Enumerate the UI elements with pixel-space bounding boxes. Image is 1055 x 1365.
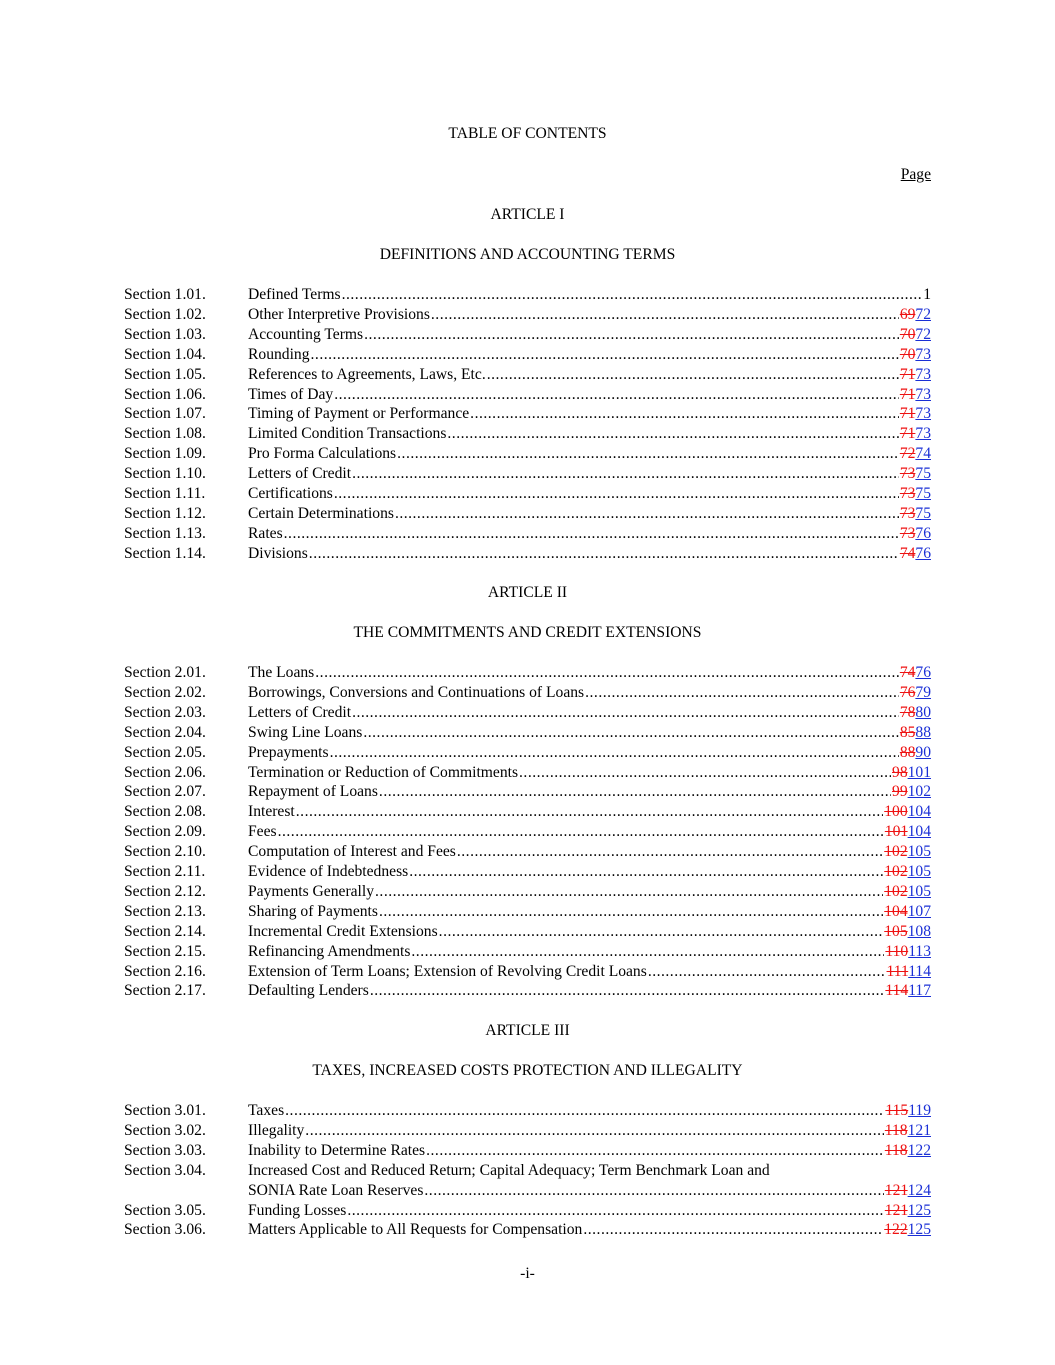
toc-entry[interactable] — [248, 365, 931, 385]
toc-entry[interactable] — [248, 345, 931, 365]
toc-entry[interactable] — [248, 484, 931, 504]
toc-entry[interactable] — [248, 663, 931, 683]
page-number-deleted: 104 — [884, 902, 908, 920]
toc-entry[interactable] — [248, 444, 931, 464]
article-heading: ARTICLE II — [487, 584, 568, 601]
toc-entry[interactable] — [248, 464, 931, 484]
page-number-deleted: 70 — [899, 345, 916, 363]
toc-entry[interactable] — [248, 942, 931, 962]
page-footer: -i- — [520, 1265, 535, 1282]
page-number-deleted: 111 — [886, 962, 909, 980]
section-title[interactable]: Matters Applicable to All Requests for Compensation — [248, 1221, 583, 1239]
section-number: Section 1.05. — [124, 365, 206, 383]
section-title[interactable]: Funding Losses — [248, 1201, 347, 1219]
section-title[interactable]: Certain Determinations — [248, 504, 394, 522]
dot-leader — [379, 782, 891, 802]
page-number-inserted[interactable]: 102 — [907, 783, 931, 801]
article-subtitle: DEFINITIONS AND ACCOUNTING TERMS — [379, 246, 676, 263]
page-number-inserted[interactable]: 122 — [907, 1141, 931, 1159]
page-number[interactable] — [900, 663, 931, 683]
section-number: Section 1.12. — [124, 504, 206, 522]
dot-leader — [424, 1181, 883, 1201]
dot-leader — [296, 802, 883, 822]
page-number-deleted: 122 — [884, 1221, 908, 1239]
dot-leader — [334, 484, 899, 504]
toc-entry[interactable] — [248, 1121, 931, 1141]
page-number[interactable] — [884, 882, 931, 902]
toc-entry[interactable] — [248, 902, 931, 922]
page-number-deleted: 118 — [884, 1141, 908, 1159]
page-number[interactable] — [900, 404, 931, 424]
section-title[interactable]: Other Interpretive Provisions — [248, 305, 430, 323]
page-number-inserted[interactable]: 80 — [915, 703, 931, 721]
section-number: Section 1.06. — [124, 385, 206, 403]
dot-leader — [347, 1201, 883, 1221]
section-title[interactable]: Accounting Terms — [248, 325, 364, 343]
page-number[interactable] — [884, 1220, 931, 1240]
page-number[interactable] — [885, 942, 931, 962]
page-number-deleted: 114 — [885, 982, 909, 1000]
dot-leader — [311, 345, 899, 365]
toc-entry[interactable] — [248, 981, 931, 1001]
toc-entry[interactable] — [248, 802, 931, 822]
page-number-deleted: 101 — [884, 823, 908, 841]
section-title[interactable]: Illegality — [248, 1121, 305, 1139]
section-title[interactable]: Interest — [248, 803, 295, 821]
dot-leader — [470, 404, 899, 424]
section-title[interactable]: Computation of Interest and Fees — [248, 843, 456, 861]
section-title[interactable]: SONIA Rate Loan Reserves — [248, 1181, 424, 1199]
dot-leader — [457, 842, 883, 862]
page-number-inserted[interactable]: 73 — [915, 365, 931, 383]
dot-leader — [439, 922, 884, 942]
page-number-inserted[interactable]: 108 — [907, 922, 931, 940]
page-number-deleted: 70 — [899, 325, 916, 343]
page-number-deleted: 71 — [899, 365, 916, 383]
section-title[interactable]: Sharing of Payments — [248, 902, 378, 920]
page-number[interactable] — [884, 842, 931, 862]
section-title[interactable]: Certifications — [248, 485, 333, 502]
section-number: Section 1.10. — [124, 465, 206, 483]
toc-entry[interactable] — [248, 424, 931, 444]
page-number[interactable] — [900, 305, 931, 325]
page-number[interactable] — [885, 1101, 931, 1121]
section-title[interactable]: References to Agreements, Laws, Etc. — [248, 365, 486, 383]
article-heading: ARTICLE III — [485, 1022, 570, 1039]
dot-leader — [309, 544, 899, 564]
section-title[interactable]: Times of Day — [248, 385, 334, 403]
toc-entry[interactable] — [248, 385, 931, 405]
page-number[interactable] — [887, 962, 931, 982]
dot-leader — [352, 464, 899, 484]
toc-entry[interactable] — [248, 683, 931, 703]
section-title[interactable]: Payments Generally — [248, 882, 375, 900]
page-number-deleted: 102 — [884, 882, 908, 900]
section-number: Section 2.09. — [124, 823, 206, 841]
page-number[interactable] — [900, 325, 931, 345]
section-number: Section 1.07. — [124, 405, 206, 423]
dot-leader — [409, 862, 883, 882]
section-number: Section 1.08. — [124, 425, 206, 443]
toc-entry[interactable] — [248, 782, 931, 802]
page-number-inserted[interactable]: 125 — [907, 1221, 931, 1239]
page-number-inserted[interactable]: 105 — [907, 863, 931, 880]
page-number[interactable] — [885, 1201, 931, 1221]
toc-entry[interactable] — [248, 305, 931, 325]
toc-entry[interactable] — [248, 962, 931, 982]
toc-entry[interactable] — [248, 325, 931, 345]
section-title[interactable]: Borrowings, Conversions and Continuations of Loans — [248, 683, 585, 701]
dot-leader — [284, 524, 899, 544]
page-number-deleted: 105 — [884, 922, 908, 940]
section-title[interactable]: Letters of Credit — [248, 465, 352, 483]
section-title[interactable]: Letters of Credit — [248, 703, 352, 721]
page-number-deleted: 71 — [899, 425, 916, 443]
toc-entry[interactable] — [248, 1141, 931, 1161]
page-number-inserted[interactable]: 73 — [915, 385, 931, 403]
page-number-inserted[interactable]: 119 — [908, 1102, 931, 1119]
section-title[interactable]: The Loans — [248, 664, 315, 681]
article-subtitle: THE COMMITMENTS AND CREDIT EXTENSIONS — [353, 624, 702, 641]
dot-leader — [395, 504, 899, 524]
dot-leader — [411, 942, 884, 962]
page-number[interactable] — [900, 345, 931, 365]
toc-entry[interactable] — [248, 882, 931, 902]
page-number[interactable] — [900, 723, 931, 743]
page-number-inserted[interactable]: 72 — [915, 325, 931, 343]
toc-entry[interactable] — [248, 285, 931, 305]
page-number-inserted[interactable]: 75 — [915, 465, 931, 483]
dot-leader — [330, 743, 899, 763]
dot-leader — [334, 385, 899, 405]
toc-entry[interactable] — [248, 1181, 931, 1201]
dot-leader — [447, 424, 898, 444]
page-number-inserted[interactable]: 113 — [908, 942, 931, 960]
page-number-inserted[interactable]: 72 — [915, 305, 931, 323]
dot-leader — [379, 902, 883, 922]
dot-leader — [375, 882, 883, 902]
section-number: Section 2.15. — [124, 942, 206, 960]
section-number: Section 3.04. — [124, 1161, 206, 1179]
page-number-deleted: 118 — [884, 1121, 908, 1139]
section-title[interactable]: Swing Line Loans — [248, 723, 363, 741]
section-title[interactable]: Defined Terms — [248, 286, 341, 303]
section-title[interactable]: Limited Condition Transactions — [248, 425, 447, 443]
section-title[interactable]: Inability to Determine Rates — [248, 1141, 426, 1159]
page-number[interactable] — [900, 524, 931, 544]
page-number[interactable] — [900, 544, 931, 564]
section-title[interactable]: Evidence of Indebtedness — [248, 863, 409, 880]
page-number-deleted: 102 — [884, 863, 908, 880]
section-number: Section 2.05. — [124, 743, 206, 761]
section-title[interactable]: Defaulting Lenders — [248, 982, 369, 1000]
page-number-inserted[interactable]: 105 — [907, 882, 931, 900]
page-number-deleted: 71 — [899, 385, 916, 403]
section-number: Section 3.05. — [124, 1201, 206, 1219]
page-number-deleted: 88 — [899, 743, 916, 761]
page-number[interactable] — [884, 862, 931, 882]
section-title[interactable]: Pro Forma Calculations — [248, 445, 397, 463]
page-number-inserted[interactable]: 107 — [907, 902, 931, 920]
dot-leader — [370, 981, 885, 1001]
section-number: Section 3.01. — [124, 1102, 206, 1119]
toc-entry[interactable] — [248, 922, 931, 942]
section-number: Section 3.03. — [124, 1141, 206, 1159]
dot-leader — [519, 763, 891, 783]
section-number: Section 1.04. — [124, 345, 206, 363]
section-title[interactable]: Rates — [248, 524, 283, 542]
page-number[interactable] — [884, 922, 931, 942]
dot-leader — [487, 365, 899, 385]
toc-entry[interactable] — [248, 822, 931, 842]
page-number[interactable] — [885, 1141, 931, 1161]
section-number: Section 1.13. — [124, 524, 206, 542]
page-number[interactable] — [900, 444, 931, 464]
section-number: Section 2.08. — [124, 803, 206, 821]
section-number: Section 2.01. — [124, 664, 206, 681]
page-number-deleted: 99 — [892, 783, 908, 801]
page-number[interactable] — [885, 1181, 931, 1201]
page-number-inserted[interactable]: 88 — [915, 723, 931, 741]
section-number: Section 2.11. — [124, 863, 206, 880]
dot-leader — [431, 305, 899, 325]
section-number: Section 3.06. — [124, 1221, 206, 1239]
dot-leader — [585, 683, 899, 703]
page-number[interactable] — [885, 1121, 931, 1141]
section-number: Section 2.06. — [124, 763, 206, 781]
page-number-inserted[interactable]: 76 — [915, 664, 931, 681]
section-number: Section 2.16. — [124, 962, 206, 980]
section-number: Section 1.14. — [124, 544, 206, 562]
page-number-deleted: 110 — [885, 942, 909, 960]
dot-leader — [397, 444, 899, 464]
page-number-deleted: 98 — [892, 763, 908, 781]
article-subtitle: TAXES, INCREASED COSTS PROTECTION AND ILLEGALITY — [312, 1062, 743, 1079]
section-number: Section 1.11. — [124, 485, 206, 502]
section-number: Section 1.09. — [124, 445, 206, 463]
section-number: Section 1.01. — [124, 286, 206, 303]
page-number-inserted[interactable]: 75 — [915, 504, 931, 522]
page-number[interactable] — [900, 424, 931, 444]
toc-entry[interactable] — [248, 404, 931, 424]
dot-leader — [315, 663, 899, 683]
dot-leader — [352, 703, 899, 723]
page-number[interactable] — [900, 484, 931, 504]
toc-entry[interactable] — [248, 842, 931, 862]
toc-title: TABLE OF CONTENTS — [448, 125, 607, 142]
toc-entry[interactable] — [248, 723, 931, 743]
page-number[interactable] — [900, 683, 931, 703]
page-number[interactable] — [885, 981, 931, 1001]
page-number-inserted[interactable]: 105 — [907, 843, 931, 861]
page-number[interactable] — [900, 703, 931, 723]
dot-leader — [426, 1141, 884, 1161]
page-number-deleted: 100 — [884, 803, 908, 821]
page-number-inserted[interactable]: 101 — [907, 763, 931, 781]
page-number-inserted[interactable]: 90 — [915, 743, 931, 761]
page-number[interactable] — [900, 464, 931, 484]
section-title[interactable]: Refinancing Amendments — [248, 942, 411, 960]
page-number-deleted: 76 — [899, 683, 916, 701]
section-number: Section 3.02. — [124, 1121, 206, 1139]
page-number-deleted: 121 — [884, 1181, 908, 1199]
page-number-inserted[interactable]: 73 — [915, 345, 931, 363]
toc-entry[interactable] — [248, 763, 931, 783]
toc-entry[interactable] — [248, 504, 931, 524]
page-number-deleted: 73 — [899, 485, 916, 502]
section-number: Section 2.10. — [124, 843, 206, 861]
page-number[interactable] — [892, 763, 931, 783]
toc-entry[interactable] — [248, 743, 931, 763]
page-number-deleted: 121 — [884, 1201, 908, 1219]
section-title[interactable]: Repayment of Loans — [248, 783, 378, 801]
section-number: Section 2.14. — [124, 922, 206, 940]
page-number[interactable] — [892, 782, 931, 802]
page-number[interactable] — [885, 822, 931, 842]
page-number-inserted[interactable]: 124 — [907, 1181, 931, 1199]
page-number[interactable] — [884, 802, 931, 822]
section-number: Section 2.03. — [124, 703, 206, 721]
section-number: Section 2.12. — [124, 882, 206, 900]
page-number-deleted: 115 — [885, 1102, 909, 1119]
page-number-inserted[interactable]: 75 — [915, 485, 931, 502]
page-number[interactable] — [923, 285, 931, 305]
section-number: Section 2.02. — [124, 683, 206, 701]
page-number[interactable] — [900, 385, 931, 405]
dot-leader — [305, 1121, 884, 1141]
section-number: Section 1.03. — [124, 325, 206, 343]
article-heading: ARTICLE I — [490, 206, 565, 223]
section-number: Section 2.13. — [124, 902, 206, 920]
page-number-deleted: 69 — [899, 305, 916, 323]
section-title-line1[interactable]: Increased Cost and Reduced Return; Capital Adequacy; Term Benchmark Loan and — [248, 1161, 770, 1179]
section-number: Section 1.02. — [124, 305, 206, 323]
page-number-inserted[interactable]: 104 — [907, 823, 931, 841]
toc-entry[interactable] — [248, 1220, 931, 1240]
page-number-inserted[interactable]: 79 — [915, 683, 931, 701]
page-number-deleted: 73 — [899, 465, 916, 483]
page-number-deleted: 71 — [899, 405, 916, 423]
dot-leader — [285, 1101, 884, 1121]
page-number-inserted[interactable]: 104 — [907, 803, 931, 821]
page-number-deleted: 72 — [899, 445, 916, 463]
page-number[interactable] — [900, 504, 931, 524]
page-number-inserted[interactable]: 73 — [915, 425, 931, 443]
section-title[interactable]: Fees — [248, 823, 277, 841]
section-number: Section 2.07. — [124, 783, 206, 801]
dot-leader — [363, 723, 898, 743]
dot-leader — [364, 325, 899, 345]
page-number-inserted[interactable]: 117 — [908, 982, 931, 1000]
page-number-inserted[interactable]: 76 — [915, 544, 931, 562]
page-number-deleted: 74 — [899, 544, 916, 562]
page-number-deleted: 85 — [899, 723, 916, 741]
page-number[interactable] — [900, 365, 931, 385]
section-title[interactable]: Extension of Term Loans; Extension of Revolving Credit Loans — [248, 962, 647, 980]
section-title[interactable]: Taxes — [248, 1102, 285, 1119]
page-number-inserted[interactable]: 114 — [908, 962, 931, 980]
page-number-deleted: 73 — [899, 524, 916, 542]
section-title[interactable]: Prepayments — [248, 743, 329, 761]
toc-entry[interactable] — [248, 862, 931, 882]
toc-entry[interactable] — [248, 1201, 931, 1221]
dot-leader — [342, 285, 923, 305]
page-number-deleted: 102 — [884, 843, 908, 861]
dot-leader — [583, 1220, 883, 1240]
page-number-inserted[interactable]: 121 — [907, 1121, 931, 1139]
section-title[interactable]: Incremental Credit Extensions — [248, 922, 438, 940]
page-number-inserted[interactable]: 76 — [915, 524, 931, 542]
section-title[interactable]: Divisions — [248, 544, 308, 562]
section-number: Section 2.04. — [124, 723, 206, 741]
page-number[interactable] — [884, 902, 931, 922]
page-number-inserted[interactable]: 73 — [915, 405, 931, 423]
page-column-label: Page — [900, 166, 931, 183]
toc-entry[interactable] — [248, 524, 931, 544]
section-title[interactable]: Termination or Reduction of Commitments — [248, 763, 519, 781]
page-number-current[interactable]: 1 — [923, 286, 931, 303]
page-number[interactable] — [900, 743, 931, 763]
toc-entry[interactable] — [248, 544, 931, 564]
dot-leader — [278, 822, 884, 842]
toc-entry[interactable] — [248, 1101, 931, 1121]
page-number-inserted[interactable]: 74 — [915, 445, 931, 463]
section-number: Section 2.17. — [124, 982, 206, 1000]
section-title[interactable]: Rounding — [248, 345, 310, 363]
toc-entry[interactable] — [248, 703, 931, 723]
page-number-deleted: 73 — [899, 504, 916, 522]
page-number-deleted: 74 — [899, 664, 916, 681]
page-number-inserted[interactable]: 125 — [907, 1201, 931, 1219]
section-title[interactable]: Timing of Payment or Performance — [248, 405, 470, 423]
dot-leader — [648, 962, 886, 982]
page-number-deleted: 78 — [899, 703, 916, 721]
